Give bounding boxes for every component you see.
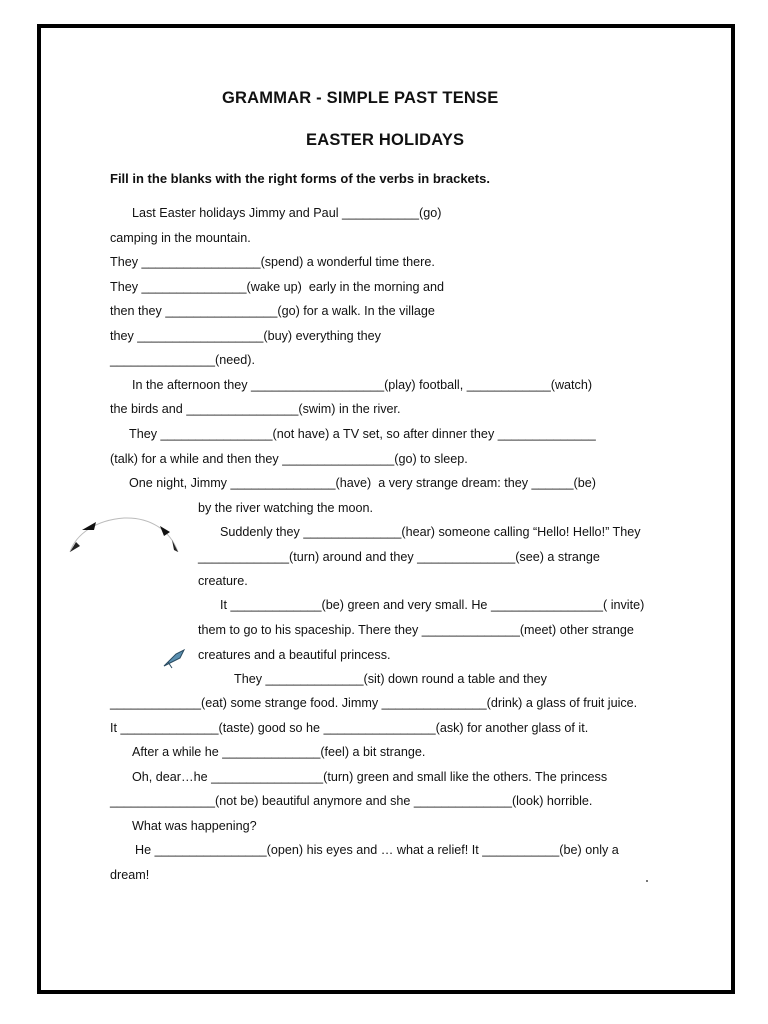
exercise-line: They _______________(wake up) early in the morning and	[110, 280, 444, 294]
exercise-line: Oh, dear…he ________________(turn) green and small like the others. The princess	[132, 770, 608, 784]
exercise-line: Last Easter holidays Jimmy and Paul ___________(go)	[132, 206, 442, 220]
exercise-line: creature.	[198, 574, 248, 588]
exercise-line: them to go to his spaceship. There they ______________(meet) other strange	[198, 623, 634, 637]
exercise-line: _____________(eat) some strange food. Jimmy _______________(drink) a glass of fruit juice.	[110, 696, 638, 710]
exercise-line: they __________________(buy) everything they	[110, 329, 381, 343]
spaceship-icon	[162, 648, 188, 670]
exercise-line: creatures and a beautiful princess.	[198, 648, 391, 662]
exercise-line: It ______________(taste) good so he ________________(ask) for another glass of it.	[110, 721, 589, 735]
exercise-line: They _________________(spend) a wonderful time there.	[110, 255, 435, 269]
exercise-line: (talk) for a while and then they ________________(go) to sleep.	[110, 452, 468, 466]
exercise-line: He ________________(open) his eyes and … what a relief! It ___________(be) only a	[135, 843, 619, 857]
exercise-line: What was happening?	[132, 819, 257, 833]
instructions: Fill in the blanks with the right forms of the verbs in brackets.	[110, 171, 490, 186]
worksheet-subtitle: EASTER HOLIDAYS	[306, 131, 465, 149]
exercise-line: by the river watching the moon.	[198, 501, 374, 515]
exercise-line: It _____________(be) green and very small. He ________________( invite)	[220, 598, 645, 612]
exercise-line: In the afternoon they ___________________(play) football, ____________(watch)	[132, 378, 593, 392]
exercise-line: After a while he ______________(feel) a bit strange.	[132, 745, 426, 759]
worksheet-title: GRAMMAR - SIMPLE PAST TENSE	[222, 89, 499, 107]
exercise-line: They ________________(not have) a TV set, so after dinner they ______________	[129, 427, 596, 441]
exercise-line: One night, Jimmy _______________(have) a very strange dream: they ______(be)	[129, 476, 596, 490]
dot-mark	[646, 880, 648, 882]
exercise-line: Suddenly they ______________(hear) someone calling “Hello! Hello!” They	[220, 525, 641, 539]
exercise-line: _____________(turn) around and they ______________(see) a strange	[198, 550, 600, 564]
exercise-line: the birds and ________________(swim) in the river.	[110, 402, 401, 416]
exercise-line: They ______________(sit) down round a table and they	[234, 672, 547, 686]
moon-illustration	[66, 512, 182, 556]
exercise-line: _______________(need).	[110, 353, 255, 367]
exercise-line: dream!	[110, 868, 150, 882]
exercise-line: camping in the mountain.	[110, 231, 251, 245]
exercise-line: then they ________________(go) for a walk. In the village	[110, 304, 435, 318]
exercise-line: _______________(not be) beautiful anymore and she ______________(look) horrible.	[110, 794, 593, 808]
